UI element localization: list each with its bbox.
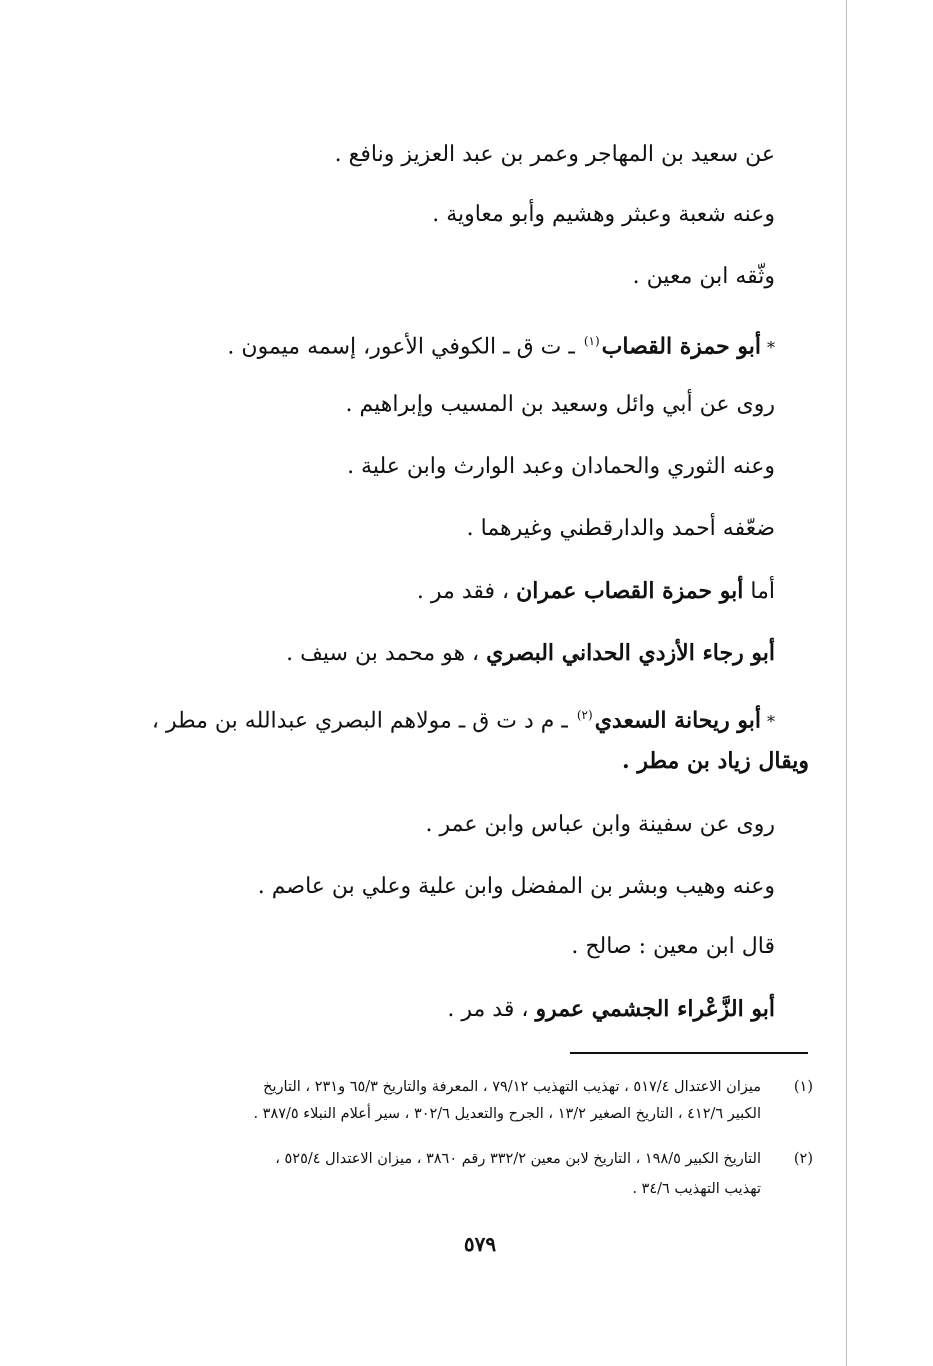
entry-heading-line <box>152 700 775 737</box>
entry-rest: ، فقد مر . <box>416 579 510 604</box>
entry-line <box>286 638 775 669</box>
text-line: وعنه وهيب وبشر بن المفضل وابن علية وعلي بن عاصم . <box>257 874 775 899</box>
text-line: وعنه شعبة وعبثر وهشيم وأبو معاوية . <box>432 202 775 227</box>
text-line: ويقال زياد بن مطر . <box>622 748 809 774</box>
entry-name: أبو رجاء الأزدي الحداني البصري <box>486 640 775 666</box>
entry-name: أبو حمزة القصاب عمران <box>516 578 744 604</box>
entry-rest: ـ ت ق ـ الكوفي الأعور، إسمه ميمون . <box>227 334 575 360</box>
page-number: ٥٧٩ <box>463 1232 497 1256</box>
text-line: وعنه الثوري والحمادان وعبد الوارث وابن علية . <box>347 454 775 479</box>
entry-line <box>447 994 775 1025</box>
footnote-line: الكبير ٤١٢/٦ ، التاريخ الصغير ١٣/٢ ، الجرح والتعديل ٣٠٢/٦ ، سير أعلام النبلاء ٣٨٧/٥ . <box>253 1106 761 1122</box>
footnote-separator <box>570 1052 808 1054</box>
text-line: وثّقه ابن معين . <box>632 264 775 289</box>
footnote-line: تهذيب التهذيب ٣٤/٦ . <box>632 1181 761 1197</box>
entry-rest: ـ م د ت ق ـ مولاهم البصري عبدالله بن مطر ، <box>151 708 568 734</box>
text-line: عن سعيد بن المهاجر وعمر بن عبد العزيز ونافع . <box>334 142 775 167</box>
footnote-line: التاريخ الكبير ١٩٨/٥ ، التاريخ لابن معين ٣٣٢/٢ رقم ٣٨٦٠ ، ميزان الاعتدال ٥٢٥/٤ ، <box>275 1151 761 1167</box>
text-line: روى عن أبي وائل وسعيد بن المسيب وإبراهيم . <box>345 392 775 417</box>
footnote-ref: (٢) <box>576 708 593 722</box>
footnote-line: ميزان الاعتدال ٥١٧/٤ ، تهذيب التهذيب ٧٩/١٢ ، المعرفة والتاريخ ٦٥/٣ و٢٣١ ، التاريخ <box>263 1079 761 1095</box>
entry-name: أبو ريحانة السعدي <box>594 707 761 734</box>
entry-star: * <box>767 712 775 732</box>
entry-name: أبو الزَّعْراء الجشمي عمرو <box>535 996 775 1022</box>
footnote-ref: (١) <box>583 334 600 348</box>
entry-heading-line <box>227 326 775 363</box>
entry-rest: ، هو محمد بن سيف . <box>286 641 480 666</box>
entry-prefix: أما <box>750 579 775 604</box>
entry-line <box>417 576 775 607</box>
footnote-number: (١) <box>793 1079 813 1095</box>
entry-name: أبو حمزة القصاب <box>601 333 761 360</box>
entry-star: * <box>767 338 775 358</box>
text-line: ضعّفه أحمد والدارقطني وغيرهما . <box>466 516 775 541</box>
text-line: روى عن سفينة وابن عباس وابن عمر . <box>425 812 775 837</box>
footnote-number: (٢) <box>793 1151 813 1167</box>
entry-rest: ، قد مر . <box>447 997 529 1022</box>
text-line: قال ابن معين : صالح . <box>571 934 775 959</box>
